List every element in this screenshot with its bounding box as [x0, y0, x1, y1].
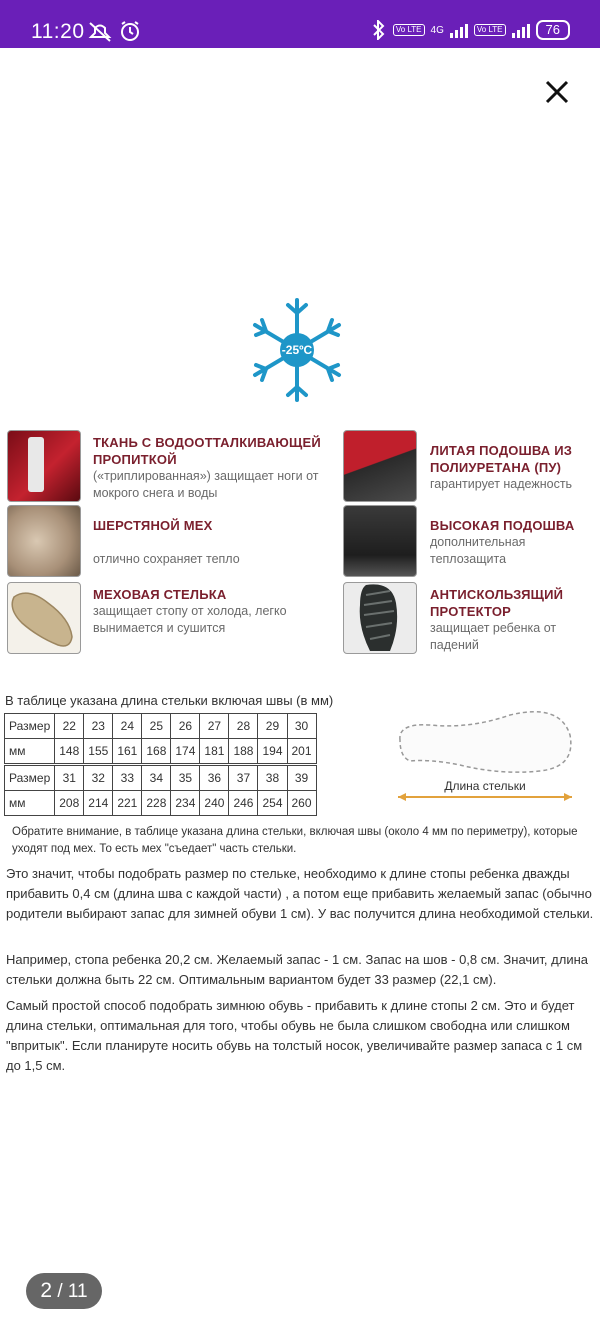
mm-cell: 181 — [200, 739, 229, 764]
row-label: Размер — [5, 766, 55, 791]
size-table-2 — [4, 765, 317, 816]
paragraph-2: Например, стопа ребенка 20,2 см. Желаемый запас - 1 см. Запас на шов - 0,8 см. Значит, длина стельки должна быть 22 см. Оптимальным вариантом будет 33 размер (22,1 см). — [6, 952, 588, 987]
size-cell: 25 — [142, 714, 171, 739]
size-cell: 33 — [113, 766, 142, 791]
size-cell: 29 — [258, 714, 287, 739]
total-pages: 11 — [67, 1281, 88, 1302]
tread-sole-icon — [344, 583, 416, 653]
mm-cell: 161 — [113, 739, 142, 764]
battery-indicator: 76 — [536, 20, 570, 40]
current-page: 2 — [40, 1279, 53, 1302]
signal-bars-1-icon — [450, 22, 468, 38]
temperature-label: -25ºC — [281, 343, 313, 357]
insole-length-label: Длина стельки — [444, 779, 526, 793]
volte-badge-1: Vo LTE — [393, 24, 425, 36]
status-time: 11:20 — [31, 20, 85, 43]
snowflake-badge — [250, 297, 344, 403]
feature-title: ЛИТАЯ ПОДОШВА ИЗ ПОЛИУРЕТАНА (ПУ) — [430, 443, 573, 475]
mm-cell: 254 — [258, 791, 287, 816]
table-caption: В таблице указана длина стельки включая швы (в мм) — [5, 693, 334, 708]
row-label: мм — [5, 739, 55, 764]
page-separator: / — [57, 1281, 63, 1302]
size-cell: 31 — [55, 766, 84, 791]
feature-title: ТКАНЬ С ВОДООТТАЛКИВАЮЩЕЙ ПРОПИТКОЙ — [93, 435, 321, 467]
size-cell: 22 — [55, 714, 84, 739]
mm-cell: 168 — [142, 739, 171, 764]
mm-cell: 148 — [55, 739, 84, 764]
feature-desc: отлично сохраняет тепло — [93, 552, 240, 566]
size-cell: 23 — [84, 714, 113, 739]
mm-cell: 201 — [287, 739, 316, 764]
size-table-1 — [4, 713, 317, 764]
signal-bars-2-icon — [512, 22, 530, 38]
insole-image — [7, 582, 81, 654]
volte-badge-2: Vo LTE — [474, 24, 506, 36]
mm-cell: 240 — [200, 791, 229, 816]
mm-cell: 260 — [287, 791, 316, 816]
mm-cell: 155 — [84, 739, 113, 764]
paragraph-3: Самый простой способ подобрать зимнюю обувь - прибавить к длине стопы 2 см. Это и будет длина стельки, оптимальная для того, чтобы обувь не была слишком свободна или слишком "впритык". Если планируте носить обувь на толстый носок, увеличивайте размер запаса с 1 см до 1,5 см. — [6, 998, 583, 1073]
size-cell: 38 — [258, 766, 287, 791]
size-cell: 26 — [171, 714, 200, 739]
mm-cell: 234 — [171, 791, 200, 816]
mm-cell: 188 — [229, 739, 258, 764]
feature-title: ШЕРСТЯНОЙ МЕХ — [93, 518, 213, 533]
table-row — [5, 791, 317, 816]
table-row — [5, 766, 317, 791]
status-left-icons — [88, 20, 148, 49]
close-icon — [543, 78, 571, 106]
sole-image — [343, 430, 417, 502]
page-indicator — [26, 1273, 102, 1309]
status-right-icons — [371, 20, 570, 40]
feature-desc: дополнительная теплозащита — [430, 535, 526, 566]
size-cell: 39 — [287, 766, 316, 791]
feature-title: ВЫСОКАЯ ПОДОШВА — [430, 518, 575, 533]
size-cell: 27 — [200, 714, 229, 739]
mm-cell: 214 — [84, 791, 113, 816]
size-cell: 35 — [171, 766, 200, 791]
feature-title: АНТИСКОЛЬЗЯЩИЙ ПРОТЕКТОР — [430, 587, 564, 619]
network-type: 4G — [430, 24, 444, 36]
paragraph-1: Это значит, чтобы подобрать размер по стельке, необходимо к длине стопы ребенка дважды прибавить 0,4 см (длина шва с каждой части) , а потом еще прибавить желаемый запас (обычно родители выбирают запас для зимней обуви 1 см). У вас получится длина необходимой стельки. — [6, 866, 594, 921]
mm-cell: 194 — [258, 739, 287, 764]
status-bar — [0, 0, 600, 48]
table-note: Обратите внимание, в таблице указана длина стельки, включая швы (около 4 мм по периметру), которые уходят под мех. То есть мех "съедает" часть стельки. — [12, 826, 578, 855]
tread-image — [343, 582, 417, 654]
mm-cell: 208 — [55, 791, 84, 816]
size-cell: 30 — [287, 714, 316, 739]
bluetooth-icon — [371, 20, 387, 40]
wool-image — [7, 505, 81, 577]
mm-cell: 246 — [229, 791, 258, 816]
mute-alarm-icons — [88, 20, 148, 44]
high-sole-image — [343, 505, 417, 577]
feature-desc: гарантирует надежность — [430, 477, 573, 491]
feature-desc: («триплированная») защищает ноги от мокрого снега и воды — [93, 469, 319, 500]
mm-cell: 174 — [171, 739, 200, 764]
mm-cell: 228 — [142, 791, 171, 816]
row-label: Размер — [5, 714, 55, 739]
feature-desc: защищает ребенка от падений — [430, 621, 557, 652]
row-label: мм — [5, 791, 55, 816]
size-cell: 28 — [229, 714, 258, 739]
size-cell: 34 — [142, 766, 171, 791]
size-cell: 36 — [200, 766, 229, 791]
fabric-image — [7, 430, 81, 502]
insole-shape-icon — [8, 583, 80, 653]
size-cell: 37 — [229, 766, 258, 791]
insole-diagram — [390, 705, 580, 805]
table-row — [5, 739, 317, 764]
close-button[interactable] — [543, 78, 571, 106]
size-cell: 24 — [113, 714, 142, 739]
mm-cell: 221 — [113, 791, 142, 816]
size-cell: 32 — [84, 766, 113, 791]
table-row — [5, 714, 317, 739]
feature-title: МЕХОВАЯ СТЕЛЬКА — [93, 587, 227, 602]
feature-desc: защищает стопу от холода, легко вынимается и сушится — [93, 604, 287, 635]
